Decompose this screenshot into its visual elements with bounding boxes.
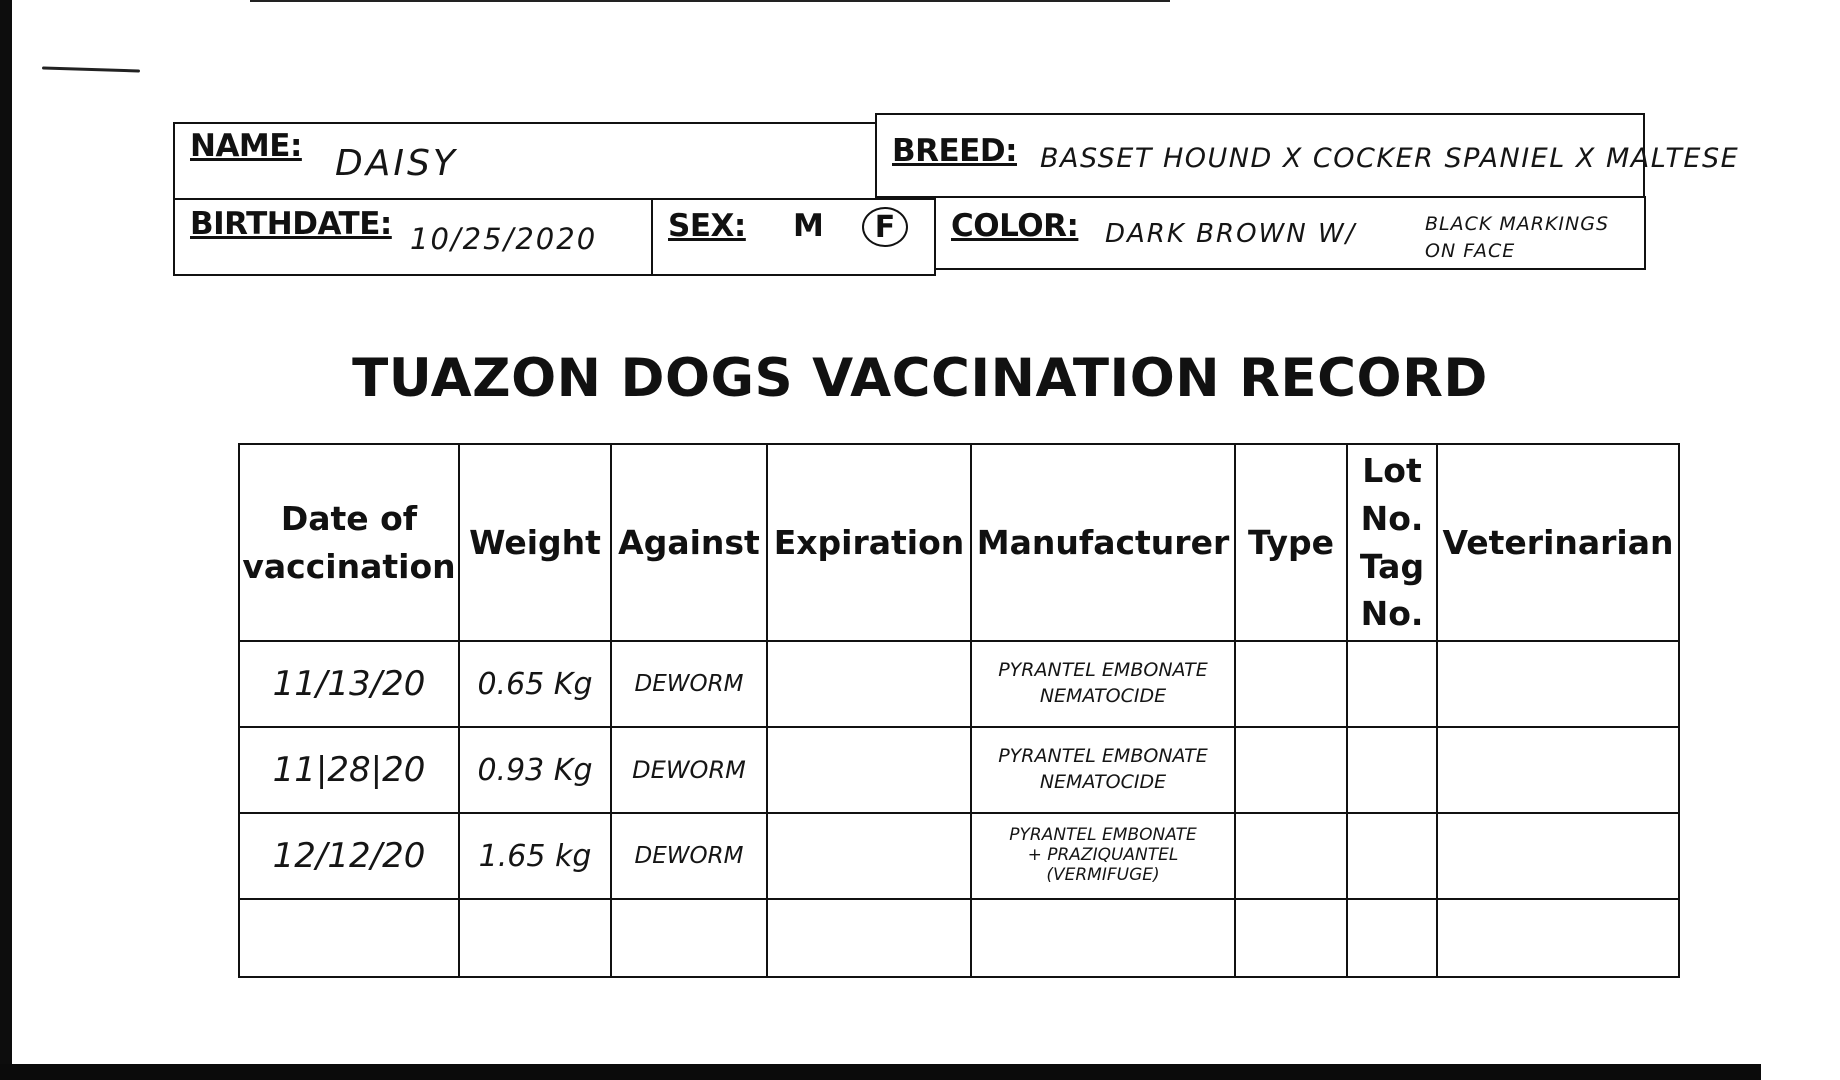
header-lot-line1: Lot bbox=[1362, 450, 1422, 490]
cell-manufacturer bbox=[971, 641, 1235, 727]
color-label: COLOR: bbox=[951, 208, 1079, 244]
scan-border-left bbox=[0, 0, 12, 1080]
pen-stroke-mark bbox=[42, 66, 140, 72]
cell-type bbox=[1235, 641, 1347, 727]
birthdate-label: BIRTHDATE: bbox=[190, 206, 392, 242]
cell-expiration bbox=[767, 899, 971, 977]
cell-type bbox=[1235, 813, 1347, 899]
cell-veterinarian bbox=[1437, 813, 1679, 899]
manufacturer-line: (VERMIFUGE) bbox=[1046, 865, 1160, 886]
manufacturer-line: NEMATOCIDE bbox=[1039, 685, 1167, 707]
cell-date bbox=[239, 899, 459, 977]
cell-type bbox=[1235, 899, 1347, 977]
cell-expiration bbox=[767, 641, 971, 727]
table-row bbox=[239, 641, 1679, 727]
cell-veterinarian bbox=[1437, 899, 1679, 977]
cell-date: 11|28|20 bbox=[239, 727, 459, 813]
header-lot-line3: Tag bbox=[1359, 546, 1425, 586]
cell-manufacturer bbox=[971, 899, 1235, 977]
table-row bbox=[239, 727, 1679, 813]
manufacturer-line: PYRANTEL EMBONATE bbox=[1009, 824, 1197, 845]
cell-weight: 0.93 Kg bbox=[459, 727, 611, 813]
cell-lot bbox=[1347, 899, 1437, 977]
cell-weight: 0.65 Kg bbox=[459, 641, 611, 727]
cell-against bbox=[611, 899, 767, 977]
header-lot-line4: No. bbox=[1360, 594, 1424, 634]
cell-against: DEWORM bbox=[611, 813, 767, 899]
vaccination-table bbox=[238, 443, 1680, 978]
cell-manufacturer bbox=[971, 813, 1235, 899]
color-value-line1: DARK BROWN W/ bbox=[1105, 219, 1357, 249]
header-date-line2: vaccination bbox=[242, 546, 456, 586]
header-date-line1: Date of bbox=[280, 498, 418, 538]
birthdate-value: 10/25/2020 bbox=[410, 222, 598, 256]
sex-label: SEX: bbox=[668, 208, 746, 244]
cell-against: DEWORM bbox=[611, 641, 767, 727]
table-header-row bbox=[239, 444, 1679, 641]
cell-expiration bbox=[767, 813, 971, 899]
cell-manufacturer bbox=[971, 727, 1235, 813]
color-value-line2: BLACK MARKINGS bbox=[1425, 213, 1610, 235]
cell-against: DEWORM bbox=[611, 727, 767, 813]
column-header-veterinarian: Veterinarian bbox=[1437, 444, 1679, 641]
column-header-type: Type bbox=[1235, 444, 1347, 641]
column-header-lot-tag bbox=[1347, 444, 1437, 641]
column-header-expiration: Expiration bbox=[767, 444, 971, 641]
manufacturer-line: PYRANTEL EMBONATE bbox=[998, 659, 1208, 682]
cell-expiration bbox=[767, 727, 971, 813]
name-label: NAME: bbox=[190, 128, 302, 164]
column-header-against: Against bbox=[611, 444, 767, 641]
cell-veterinarian bbox=[1437, 727, 1679, 813]
document-title: TUAZON DOGS VACCINATION RECORD bbox=[352, 348, 1488, 409]
breed-value: BASSET HOUND X COCKER SPANIEL X MALTESE bbox=[1040, 143, 1740, 174]
cell-lot bbox=[1347, 813, 1437, 899]
cell-type bbox=[1235, 727, 1347, 813]
header-lot-line2: No. bbox=[1360, 498, 1424, 538]
cell-lot bbox=[1347, 641, 1437, 727]
manufacturer-line: PYRANTEL EMBONATE bbox=[998, 745, 1208, 768]
scan-border-bottom bbox=[0, 1064, 1761, 1080]
cell-date: 12/12/20 bbox=[239, 813, 459, 899]
column-header-date bbox=[239, 444, 459, 641]
manufacturer-line: + PRAZIQUANTEL bbox=[1027, 845, 1179, 865]
cell-weight bbox=[459, 899, 611, 977]
table-row bbox=[239, 899, 1679, 977]
manufacturer-line: NEMATOCIDE bbox=[1039, 771, 1167, 793]
breed-label: BREED: bbox=[892, 133, 1017, 169]
color-value-line3: ON FACE bbox=[1425, 240, 1516, 262]
sex-option-f-circled: F bbox=[862, 207, 908, 247]
sex-option-m: M bbox=[793, 208, 824, 244]
name-value: DAISY bbox=[335, 143, 458, 184]
cell-veterinarian bbox=[1437, 641, 1679, 727]
cell-lot bbox=[1347, 727, 1437, 813]
table-row bbox=[239, 813, 1679, 899]
cell-weight: 1.65 kg bbox=[459, 813, 611, 899]
scan-border-top bbox=[250, 0, 1170, 2]
column-header-weight: Weight bbox=[459, 444, 611, 641]
cell-date: 11/13/20 bbox=[239, 641, 459, 727]
column-header-manufacturer: Manufacturer bbox=[971, 444, 1235, 641]
